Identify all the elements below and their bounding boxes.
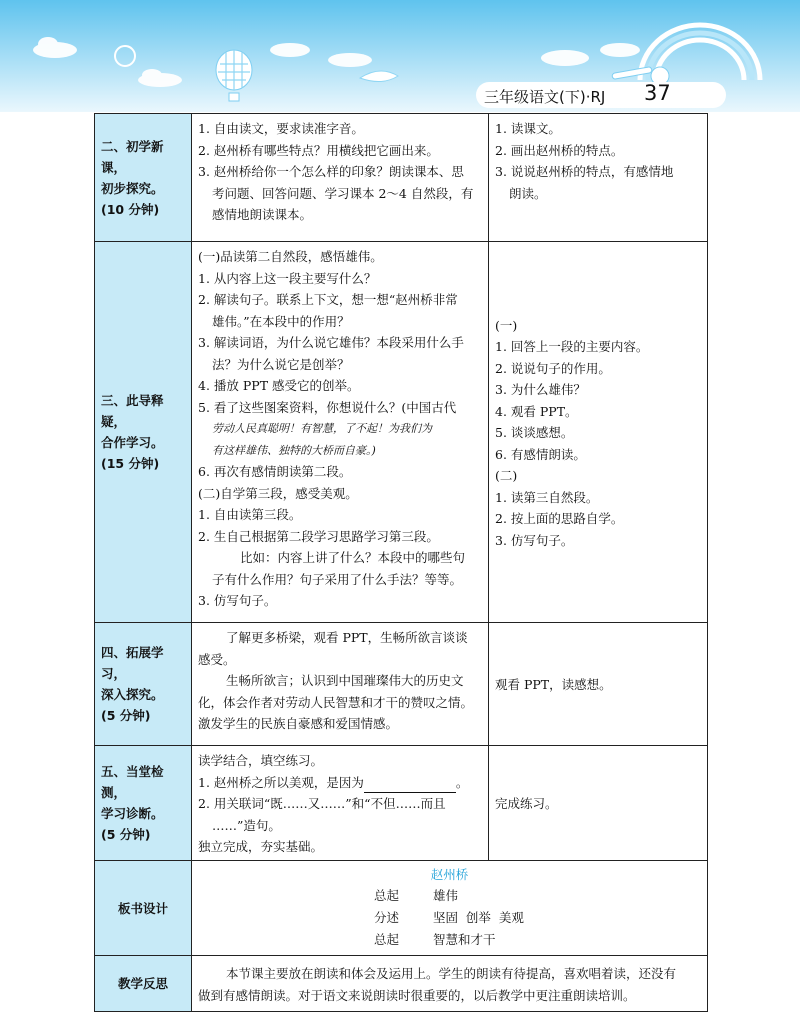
list-item: 3. 解读词语，为什么说它雄伟？本段采用什么手 [198, 335, 464, 350]
phase-duration: (10 分钟) [101, 201, 160, 217]
board-design-content [192, 861, 708, 956]
list-item: 朗读。 [509, 185, 547, 201]
board-line-label: 分述 [374, 910, 400, 925]
phase-cell [95, 114, 192, 242]
list-item: 1. 读课文。 [495, 121, 561, 136]
list-item: 5. 看了这些图案资料，你想说什么？(中国古代 [198, 399, 457, 415]
reflection-label: 教学反思 [95, 956, 192, 1012]
question-text: 1. 赵州桥之所以美观，是因为 [198, 774, 364, 790]
list-item: ……”造句。 [212, 817, 281, 833]
board-design-label: 板书设计 [95, 861, 192, 956]
board-title: 赵州桥 [430, 867, 469, 882]
list-item: 2. 按上面的思路自学。 [495, 511, 624, 527]
list-item: 读学结合，填空练习。 [198, 753, 324, 768]
teacher-activity-cell [192, 746, 489, 861]
list-item: (一) [495, 317, 518, 333]
list-item: 有这样雄伟、独特的大桥而自豪。) [212, 443, 376, 457]
list-item: 1. 自由读第三段。 [198, 507, 302, 522]
phase-title-line: 四、拓展学习， [101, 645, 164, 681]
list-item: (二)自学第三段，感受美观。 [198, 485, 358, 501]
list-item: 劳动人民真聪明！有智慧，了不起！为我们为 [212, 422, 432, 435]
list-item: 完成练习。 [495, 796, 558, 812]
board-line [192, 929, 707, 951]
list-item: 2. 用关联词“既……又……”和“不但……而且 [198, 796, 446, 811]
paragraph-line: 做到有感情朗读。对于语文来说朗读时很重要的，以后教学中更注重朗读培训。 [198, 987, 636, 1003]
phase-title-line: 深入探究。 [101, 687, 164, 702]
table-row [95, 114, 708, 242]
phase-duration: (5 分钟) [101, 827, 151, 842]
question-end: 。 [455, 774, 469, 790]
board-line-label: 总起 [374, 932, 400, 947]
list-item: 4. 观看 PPT。 [495, 403, 578, 419]
answer-blank [364, 778, 456, 793]
list-item: (一)品读第二自然段，感悟雄伟。 [198, 249, 383, 264]
list-item: 3. 为什么雄伟？ [495, 382, 586, 398]
board-line-value: 智慧和才干 [432, 932, 496, 947]
list-item: 3. 仿写句子。 [495, 532, 574, 548]
list-item: 2. 画出赵州桥的特点。 [495, 142, 624, 158]
paragraph-line: 了解更多桥梁，观看 PPT，生畅所欲言谈谈 [226, 630, 468, 645]
list-item: 雄伟。”在本段中的作用？ [212, 313, 350, 329]
table-row [95, 242, 708, 623]
phase-title-line: 三、此导释疑， [101, 393, 164, 429]
phase-cell [95, 746, 192, 861]
board-design-row [95, 861, 708, 956]
list-item: 4. 播放 PPT 感受它的创举。 [198, 378, 360, 393]
paragraph-line: 感受。 [198, 651, 236, 667]
list-item: 2. 赵州桥有哪些特点？用横线把它画出来。 [198, 142, 439, 158]
list-item: 2. 生自己根据第二段学习思路学习第三段。 [198, 528, 439, 544]
list-item: 5. 谈谈感想。 [495, 425, 574, 441]
board-line-label: 总起 [374, 888, 400, 903]
list-item: 2. 解读句子。联系上下文，想一想“赵州桥非常 [198, 292, 458, 307]
board-line-value: 坚固 创举 美观 [432, 910, 524, 925]
list-item: 比如：内容上讲了什么？本段中的哪些句 [240, 550, 466, 565]
paragraph-line: 激发学生的民族自豪感和爱国情感。 [198, 716, 399, 731]
board-line-value: 雄伟 [432, 888, 458, 903]
list-item: 3. 说说赵州桥的特点，有感情地 [495, 164, 674, 179]
page-header [476, 82, 726, 108]
phase-duration: (5 分钟) [101, 708, 151, 723]
phase-title-line: 二、初学新课， [101, 138, 164, 175]
list-item: 3. 赵州桥给你一个怎么样的印象？朗读课本、思 [198, 164, 464, 179]
list-item: 子有什么作用？句子采用了什么手法？等等。 [212, 571, 463, 587]
student-activity-cell [489, 746, 708, 861]
paragraph-line: 本节课主要放在朗读和体会及运用上。学生的朗读有待提高，喜欢唱着读，还没有 [226, 966, 677, 981]
list-item: 观看 PPT，读感想。 [495, 677, 612, 693]
phase-cell [95, 623, 192, 746]
list-item: 考问题、回答问题、学习课本 2～4 自然段，有 [212, 185, 474, 201]
page-number: 37 [644, 81, 671, 105]
reflection-row [95, 956, 708, 1012]
teacher-activity-cell [192, 114, 489, 242]
table-row [95, 746, 708, 861]
paragraph-line: 生畅所欲言；认识到中国璀璨伟大的历史文 [226, 673, 464, 688]
list-item: 1. 从内容上这一段主要写什么？ [198, 270, 377, 286]
list-item: 2. 说说句子的作用。 [495, 360, 611, 376]
list-item: 独立完成，夯实基础。 [198, 839, 324, 854]
list-item [198, 772, 484, 794]
reflection-content [192, 956, 708, 1012]
list-item: 6. 有感情朗读。 [495, 446, 586, 462]
list-item: 3. 仿写句子。 [198, 593, 277, 608]
teacher-activity-cell [192, 623, 489, 746]
list-item: 感情地朗读课本。 [212, 207, 313, 222]
list-item: 6. 再次有感情朗读第二段。 [198, 464, 352, 479]
list-item: (二) [495, 468, 518, 484]
table-row [95, 623, 708, 746]
phase-duration: (15 分钟) [101, 456, 160, 471]
list-item: 1. 读第三自然段。 [495, 489, 599, 505]
student-activity-cell [489, 623, 708, 746]
list-item: 法？为什么说它是创举？ [212, 356, 350, 372]
phase-title-line: 学习诊断。 [101, 806, 164, 821]
board-line [192, 885, 707, 907]
student-activity-cell [489, 114, 708, 242]
book-title: 三年级语文(下)·RJ [484, 88, 606, 106]
paragraph-line: 化，体会作者对劳动人民智慧和才干的赞叹之情。 [198, 694, 474, 710]
student-activity-cell [489, 242, 708, 623]
lesson-plan-table [94, 113, 708, 1012]
board-line [192, 907, 707, 929]
phase-cell [95, 242, 192, 623]
teacher-activity-cell [192, 242, 489, 623]
phase-title-line: 合作学习。 [101, 435, 164, 450]
phase-title-line: 初步探究。 [101, 180, 164, 196]
list-item: 1. 回答上一段的主要内容。 [495, 339, 649, 355]
list-item: 1. 自由读文，要求读准字音。 [198, 121, 364, 136]
phase-title-line: 五、当堂检测， [101, 764, 164, 800]
